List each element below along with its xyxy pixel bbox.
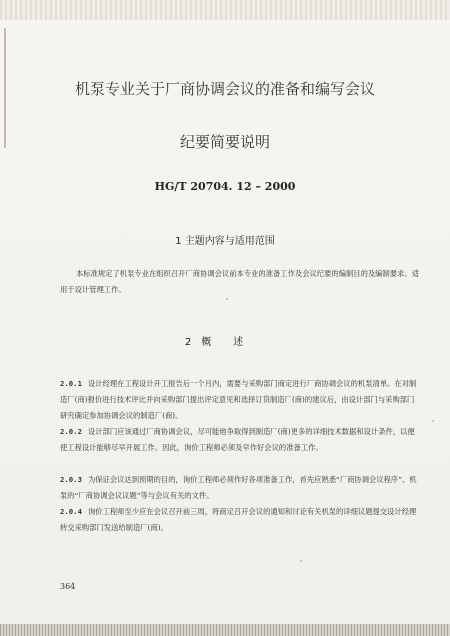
document-title-line2: 纪要简要说明 bbox=[179, 133, 270, 151]
section2-number: 2 bbox=[184, 337, 192, 348]
clause-2-0-3 bbox=[60, 472, 420, 504]
clause-number: 2.0.3 bbox=[60, 475, 82, 484]
document-title-line1: 机泵专业关于厂商协调会议的准备和编写会议 bbox=[74, 80, 375, 98]
clause-2-0-4 bbox=[60, 504, 420, 536]
scan-bottom-edge bbox=[0, 624, 450, 636]
standard-code: HG/T 20704. 12 – 2000 bbox=[154, 180, 296, 193]
clause-text: 询价工程师至少应在会议召开前三周，将商定召开会议的通知和讨论有关机泵的详细议题提交设计经理转交采购部门发送给制造厂(商)。 bbox=[60, 507, 417, 532]
clause-text: 设计经理在工程设计开工报告后一个月内，需要与采购部门商定进行厂商协调会议的机泵清单。在对制造厂(商)报价进行技术评比并向采购部门提出评定意见和选择订货制造厂(商)的建议后，由设计部门与采购部门研究确定参加协调会议的制造厂(商)。 bbox=[60, 379, 417, 420]
clause-text: 为保证会议达到预期的目的，询价工程师必须作好各项准备工作，首先应熟悉“厂商协调会议程序”、机泵的“厂商协调会议议题”等与会议有关的文件。 bbox=[60, 475, 417, 500]
section2-heading bbox=[0, 333, 450, 348]
scan-top-edge bbox=[0, 0, 450, 20]
clause-2-0-2 bbox=[60, 424, 420, 456]
section1-paragraph bbox=[60, 266, 420, 298]
clause-2-0-1 bbox=[60, 376, 420, 424]
section1-paragraph-text: 本标准规定了机泵专业在组织召开厂商协调会议前本专业的准备工作及会议纪要的编制目的及编制要求。适用于设计管理工作。 bbox=[60, 269, 419, 294]
clause-text: 设计部门应该通过厂商协调会议，尽可能地争取得到制造厂(商)更多的详细技术数据和设计条件，以便使工程设计能够尽早开展工作。因此，询价工程师必须及早作好会议的准备工作。 bbox=[60, 427, 415, 452]
section1-heading: 1 主题内容与适用范围 bbox=[175, 236, 275, 247]
scan-speck bbox=[300, 560, 302, 562]
clause-number: 2.0.1 bbox=[60, 379, 82, 388]
scan-speck bbox=[226, 298, 228, 300]
page-number: 364 bbox=[60, 582, 76, 591]
clause-number: 2.0.4 bbox=[60, 507, 82, 516]
clause-number: 2.0.2 bbox=[60, 427, 82, 436]
scan-speck bbox=[432, 420, 434, 422]
section2-title: 概述 bbox=[201, 337, 266, 348]
